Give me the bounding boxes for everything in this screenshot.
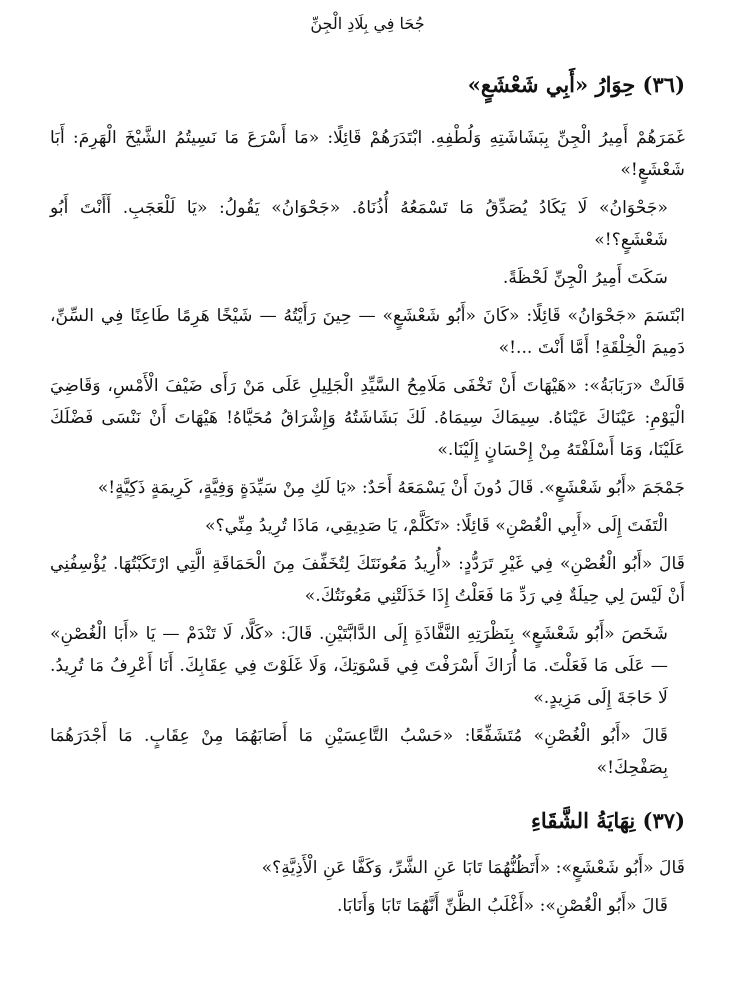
paragraph: قَالَ «أَبُو الْغُصْنِ» فِي غَيْرِ تَرَدُّدٍ: «أُرِيدُ مَعُونَتَكَ لِتُخَفِّفَ مِنَ الْحَمَاقَةِ الَّتِي ارْتَكَبْتُهَا. يُؤْسِفُنِي أَنْ لَيْسَ لِي حِيلَةٌ فِي رَدِّ مَا فَعَلْتُ إِذَا خَذَلَتْنِي مَعُونَتُكَ.» [50,554,685,606]
paragraph: «جَحْوَانُ» لَا يَكَادُ يُصَدِّقُ مَا تَسْمَعُهُ أُذُنَاهُ. «جَحْوَانُ» يَقُولُ: «يَا لَلْعَجَبِ. أَأَنْتَ أَبُو شَعْشَعٍ؟!» [50,198,668,250]
paragraph: شَخَصَ «أَبُو شَعْشَعٍ» بِنَظْرَتِهِ النَّفَّاذَةِ إِلَى الدَّابَّتَيْنِ. قَالَ: «كَلَّا، لَا تَنْدَمْ — يَا «أَبَا الْغُصْنِ» — عَلَى مَا فَعَلْتَ. مَا أُرَاكَ أَسْرَفْتَ فِي قَسْوَتِكَ، وَلَا غَلَوْتَ فِي عِقَابِكَ. أَنَا أَعْرِفُ مَا تُرِيدُ. لَا حَاجَةَ إِلَى مَزِيدٍ.» [50,624,668,708]
paragraph: قَالَ «أَبُو شَعْشَعٍ»: «أَتَظُنُّهُمَا تَابَا عَنِ الشَّرِّ، وَكَفَّا عَنِ الْأَذِيَّةِ؟» [261,858,685,878]
section-heading: (٣٦) حِوَارُ «أَبِي شَعْشَعٍ» [467,72,685,97]
section-body [50,122,685,784]
section-heading: (٣٧) نِهَايَةُ الشَّقَاءِ [531,808,685,833]
paragraph: الْتَفَتَ إِلَى «أَبِي الْغُصْنِ» قَائِلًا: «تَكَلَّمْ، يَا صَدِيقِي، مَاذَا تُرِيدُ مِنِّي؟» [205,516,668,536]
running-header: جُحَا فِي بِلَادِ الْجِنِّ [310,14,425,33]
section-body [50,852,685,922]
paragraph: جَمْجَمَ «أَبُو شَعْشَعٍ». قَالَ دُونَ أَنْ يَسْمَعَهُ أَحَدٌ: «يَا لَكِ مِنْ سَيِّدَةٍ وَفِيَّةٍ، كَرِيمَةٍ ذَكِيَّةٍ!» [97,478,685,498]
paragraph: سَكَتَ أَمِيرُ الْجِنِّ لَحْظَةً. [502,268,668,288]
paragraph: قَالَ «أَبُو الْغُصْنِ»: «أَغْلَبُ الظَّنِّ أَنَّهُمَا تَابَا وَأَنَابَا. [336,896,668,916]
paragraph: ابْتَسَمَ «جَحْوَانُ» قَائِلًا: «كَانَ «أَبُو شَعْشَعٍ» — حِينَ رَأَيْتُهُ — شَيْخًا هَرِمًا طَاعِنًا فِي السِّنِّ، دَمِيمَ الْخِلْقَةِ! أَمَّا أَنْتَ ...!» [50,306,685,358]
paragraph: غَمَرَهُمْ أَمِيرُ الْجِنِّ بِبَشَاشَتِهِ وَلُطْفِهِ. ابْتَدَرَهُمْ قَائِلًا: «مَا أَسْرَعَ مَا نَسِيتُمُ الشَّيْخَ الْهَرِمَ: أَبَا شَعْشَعٍ!» [50,128,685,180]
paragraph: قَالَ «أَبُو الْغُصْنِ» مُتَشَفِّعًا: «حَسْبُ التَّاعِسَيْنِ مَا أَصَابَهُمَا مِنْ عِقَابٍ. مَا أَجْدَرَهُمَا بِصَفْحِكَ!» [50,726,668,778]
paragraph: قَالَتْ «رَبَابَةُ»: «هَيْهَاتَ أَنْ تَخْفَى مَلَامِحُ السَّيِّدِ الْجَلِيلِ عَلَى مَنْ رَأَى ضَيْفَ الْأَمْسِ، وَقَاضِيَ الْيَوْمِ: عَيْنَاكَ عَيْنَاهُ. سِيمَاكَ سِيمَاهُ. لَكَ بَشَاشَتُهُ وَإِشْرَاقُ مُحَيَّاهُ! هَيْهَاتَ أَنْ نَنْسَى فَضْلَكَ عَلَيْنَا، وَمَا أَسْلَفْتَهُ مِنْ إِحْسَانٍ إِلَيْنَا.» [50,376,685,460]
